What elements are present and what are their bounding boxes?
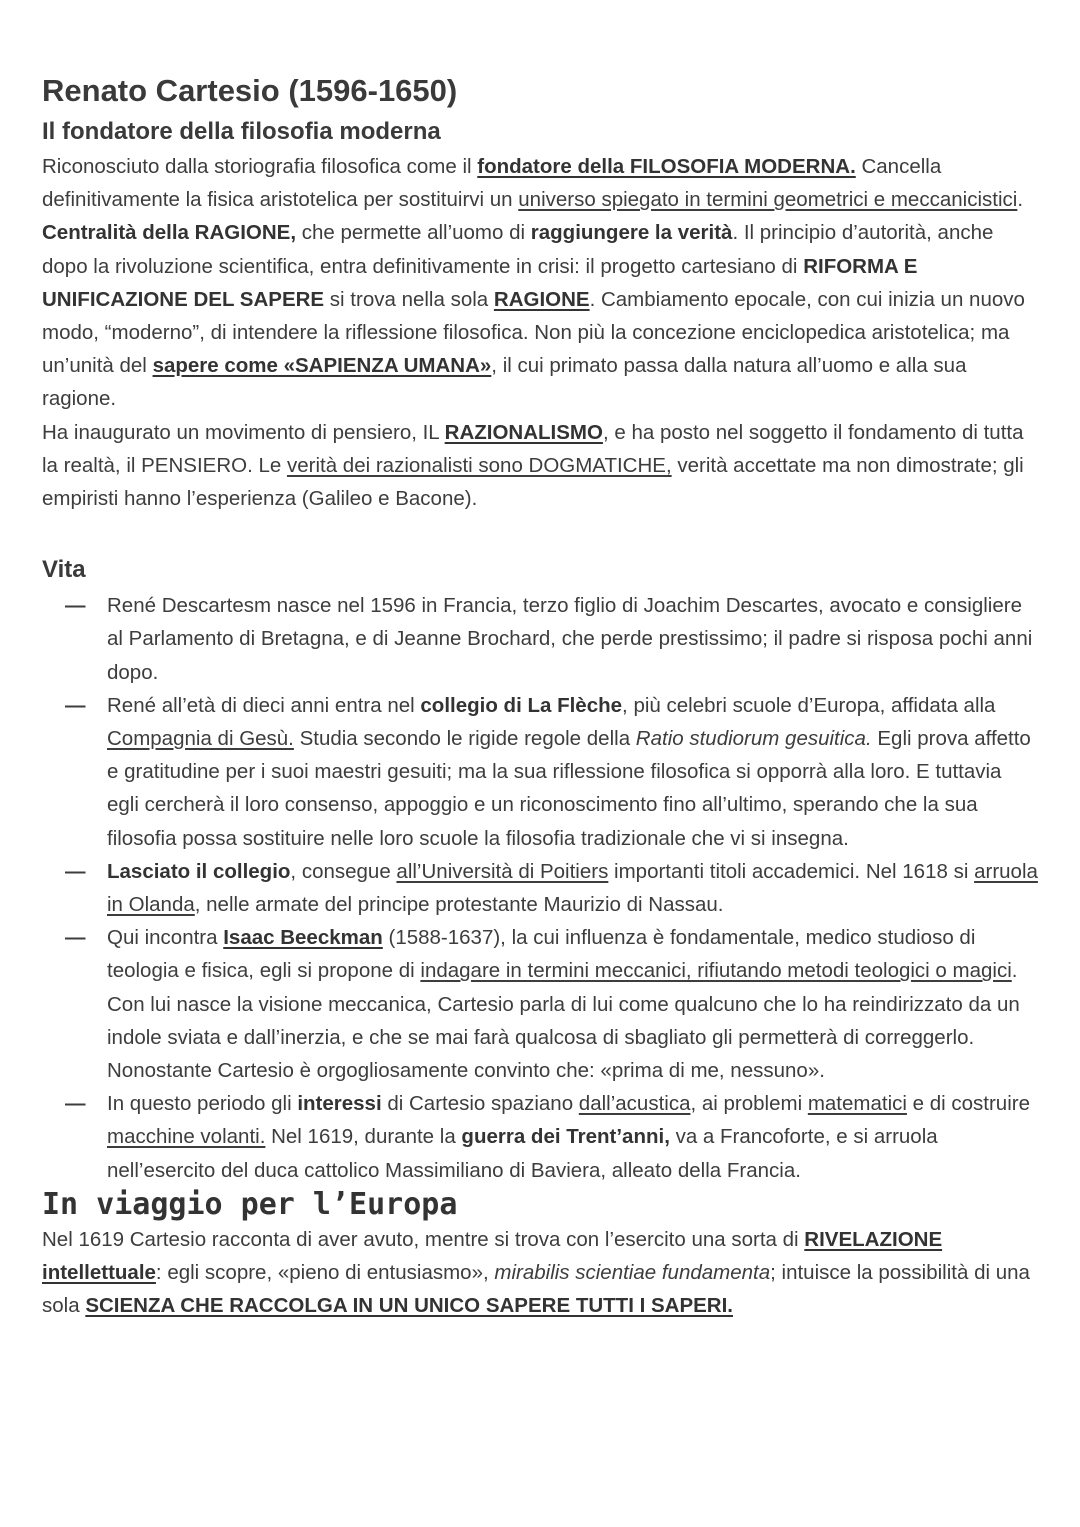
intro-bold: RIFORMA E UNIFICAZIONE DEL SAPERE — [42, 254, 918, 311]
bullet-text: René Descartesm nasce nel 1596 in Francia, terzo figlio di Joachim Descartes, avocato e consigliere al Parlamento di Bretagna, e di Jeanne Brochard, che perde prestissimo; il padre si risposa pochi anni dopo. — [107, 594, 1033, 684]
bullet-underlined: indagare in termini meccanici, rifiutando metodi teologici o magici — [420, 959, 1012, 983]
bullet-bold: guerra dei Trent’anni, — [461, 1125, 670, 1149]
section-heading-vita: Vita — [42, 556, 86, 584]
viaggio-paragraph — [42, 1223, 1038, 1323]
intro-text: che permette all’uomo di — [296, 221, 531, 245]
bullet-text: Egli prova affetto e gratitudine per i suoi maestri gesuiti; ma la sua riflessione filosofica si opporrà alla loro. E tuttavia egli cercherà il loro consenso, appoggio e un riconoscimento fino all’ultimo, sperando che la sua filosofia possa sostituire nelle loro scuole la filosofia tradizionale che vi si insegna. — [107, 727, 1031, 850]
bullet-underlined: Compagnia di Gesù. — [107, 727, 294, 751]
bullet-text: (1588-1637), la cui influenza è fondamentale, medico studioso di teologia e fisica, egli si propone di — [107, 926, 976, 983]
intro-paragraph — [42, 150, 1038, 515]
dash-bullet-icon: — — [65, 693, 86, 717]
viaggio-text: ; intuisce la possibilità di una sola — [42, 1261, 1030, 1318]
viaggio-text: : egli scopre, «pieno di entusiasmo», — [155, 1261, 495, 1285]
intro-text: , il cui primato passa dalla natura all’uomo e alla sua ragione. — [42, 354, 967, 411]
bullet-italic: Ratio studiorum gesuitica. — [635, 727, 872, 751]
dash-bullet-icon: — — [65, 926, 86, 950]
bullet-underlined: all’Università di Poitiers — [396, 859, 609, 883]
bullet-text: di Cartesio spaziano — [381, 1092, 579, 1116]
section-heading-viaggio: In viaggio per l’Europa — [42, 1186, 458, 1222]
intro-text: . Cambiamento epocale, con cui inizia un nuovo modo, “moderno”, di intendere la riflessione filosofica. Non più la concezione enciclopedica aristotelica; ma un’unità del — [42, 287, 1025, 378]
bullet-text: Qui incontra — [107, 926, 224, 950]
intro-underlined: verità dei razionalisti sono DOGMATICHE, — [286, 453, 672, 477]
intro-underlined: RAZIONALISMO — [444, 420, 603, 444]
viaggio-italic: mirabilis scientiae fundamenta — [494, 1261, 771, 1285]
viaggio-underlined: SCIENZA CHE RACCOLGA IN UN UNICO SAPERE TUTTI I SAPERI. — [85, 1294, 733, 1318]
bullet-text: Studia secondo le rigide regole della — [293, 727, 636, 751]
intro-underlined: fondatore della FILOSOFIA MODERNA. — [477, 155, 856, 178]
intro-text: verità accettate ma non dimostrate; gli empiristi hanno l’esperienza (Galileo e Bacone). — [42, 453, 1024, 511]
spacer — [42, 515, 1038, 551]
intro-text: . — [1017, 188, 1024, 212]
viaggio-text: Nel 1619 Cartesio racconta di aver avuto, mentre si trova con l’esercito una sorta di — [42, 1227, 805, 1251]
bullet-bold: interessi — [297, 1092, 382, 1116]
list-item — [65, 1087, 1038, 1187]
intro-underlined: universo spiegato in termini geometrici e meccanicistici — [518, 188, 1018, 212]
bullet-text: , più celebri scuole d’Europa, affidata alla — [622, 693, 996, 717]
bullet-text: In questo periodo gli — [107, 1092, 298, 1116]
intro-text: . Il principio d’autorità, anche dopo la rivoluzione scientifica, entra definitivamente in crisi: il progetto cartesiano di — [42, 221, 994, 278]
bullet-underlined: macchine volanti. — [107, 1125, 266, 1149]
bullet-underlined: dall’acustica — [578, 1092, 691, 1116]
bullet-text: . Con lui nasce la visione meccanica, Cartesio parla di lui come qualcuno che lo ha reindirizzato da un indole sviata e dall’inerzia, e che se mai farà qualcosa di sbagliato gli permetterà di correggerlo. Nonostante Cartesio è orgogliosamente convinto che: «prima di me, nessuno». — [107, 959, 1020, 1083]
bullet-underlined: matematici — [807, 1092, 907, 1116]
page-title: Renato Cartesio (1596-1650) — [42, 73, 458, 108]
intro-bold: raggiungere la verità — [530, 221, 733, 245]
bullet-text: , consegue — [290, 859, 397, 883]
intro-bold: Centralità della RAGIONE, — [42, 221, 297, 245]
intro-text: , e ha posto nel soggetto il fondamento di tutta la realtà, il PENSIERO. Le — [42, 420, 1024, 477]
dash-bullet-icon: — — [65, 859, 86, 883]
dash-bullet-icon: — — [65, 1092, 86, 1116]
intro-underlined: sapere come «SAPIENZA UMANA» — [152, 354, 492, 378]
intro-text: si trova nella sola — [324, 287, 494, 311]
bullet-underlined: arruola in Olanda — [107, 859, 1038, 917]
dash-bullet-icon: — — [65, 594, 86, 618]
bullet-text: René all’età di dieci anni entra nel — [107, 693, 421, 717]
intro-text: Ha inaugurato un movimento di pensiero, IL — [42, 420, 445, 444]
viaggio-underlined: RIVELAZIONE intellettuale — [42, 1227, 943, 1285]
bullet-text: , nelle armate del principe protestante Maurizio di Nassau. — [194, 893, 724, 917]
bullet-bold: Lasciato il collegio — [107, 859, 291, 883]
bullet-text: va a Francoforte, e si arruola nell’esercito del duca cattolico Massimiliano di Baviera, alleato della Francia. — [107, 1125, 938, 1182]
list-item — [65, 689, 1038, 855]
intro-text: Riconosciuto dalla storiografia filosofica come il — [42, 155, 478, 178]
list-item — [65, 589, 1038, 689]
page-subtitle: Il fondatore della filosofia moderna — [42, 118, 441, 145]
bullet-text: e di costruire — [906, 1092, 1030, 1116]
intro-underlined: RAGIONE — [493, 287, 590, 311]
list-item — [65, 855, 1038, 921]
bullet-text: importanti titoli accademici. Nel 1618 si — [608, 859, 975, 883]
vita-list — [42, 589, 1038, 1187]
bullet-underlined: Isaac Beeckman — [223, 926, 383, 950]
bullet-text: Nel 1619, durante la — [265, 1125, 462, 1149]
bullet-text: , ai problemi — [690, 1092, 808, 1116]
bullet-bold: collegio di La Flèche — [420, 693, 623, 717]
intro-text: Cancella definitivamente la fisica aristotelica per sostituirvi un — [42, 155, 942, 212]
list-item — [65, 921, 1038, 1087]
